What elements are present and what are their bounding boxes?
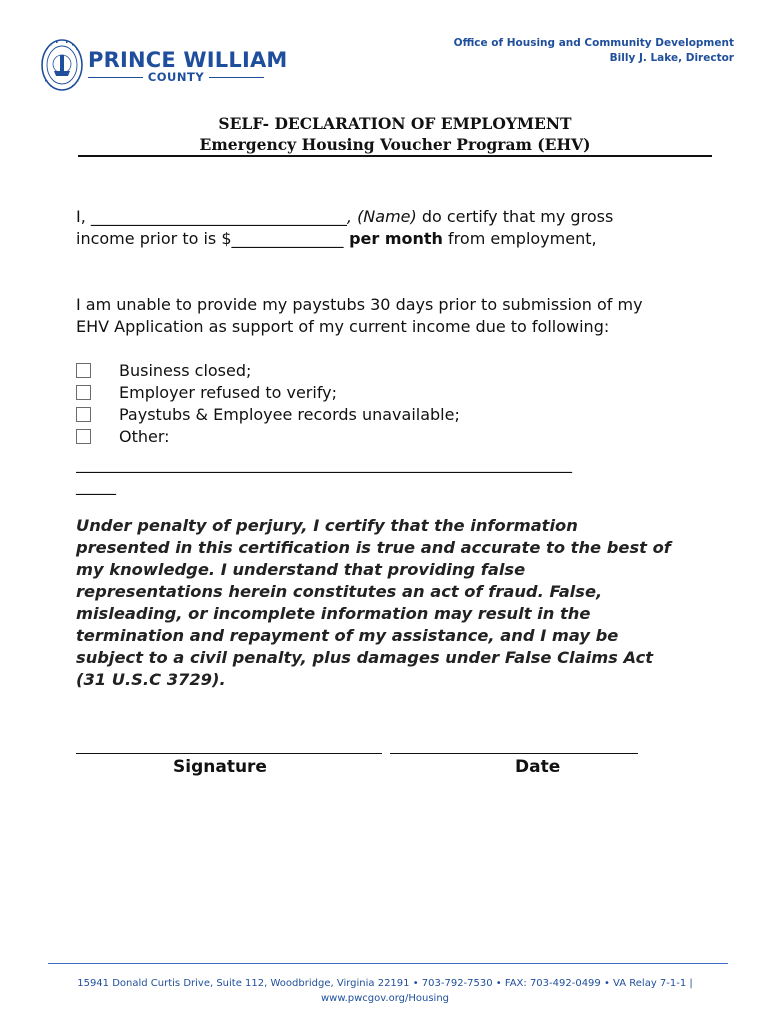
- per-month-label: per month: [343, 229, 443, 248]
- i-prefix: I,: [76, 207, 91, 226]
- director-name: Billy J. Lake, Director: [609, 52, 734, 64]
- from-employment-text: from employment,: [442, 229, 597, 248]
- signature-label: Signature: [173, 757, 267, 777]
- perjury-statement: Under penalty of perjury, I certify that the information presented in this certification is true and accurate to the best of my knowledge. I understand that providing false representations herein constitutes an act of fraud. False, misleading, or incomplete information may result in the termination and repayment of my assistance, and I may be subject to a civil penalty, plus damages under False Claims Act (31 U.S.C 3729).: [76, 516, 671, 689]
- footer-website[interactable]: www.pwcgov.org/Housing: [320, 993, 450, 1004]
- title-sub: Emergency Housing Voucher Program (EHV): [199, 135, 591, 154]
- date-line[interactable]: [390, 753, 638, 754]
- unable-paragraph: I am unable to provide my paystubs 30 days prior to submission of my EHV Application as support of my current income due to following:: [76, 295, 643, 336]
- name-label: , (Name): [346, 207, 417, 226]
- checkbox[interactable]: [76, 363, 91, 378]
- office-info: [454, 36, 734, 66]
- checkbox[interactable]: [76, 385, 91, 400]
- other-blank-line-2[interactable]: _____: [76, 476, 116, 495]
- certify-line-2: [76, 228, 696, 250]
- document-title: [78, 113, 712, 155]
- signature-line[interactable]: [76, 753, 382, 754]
- title-rule: [78, 155, 712, 157]
- county-seal-icon: [40, 38, 84, 92]
- checkbox[interactable]: [76, 407, 91, 422]
- county-logo: [40, 38, 288, 94]
- certify-line-1: [76, 206, 696, 228]
- certify-text: do certify that my gross: [416, 207, 614, 226]
- org-sub: COUNTY: [147, 70, 205, 84]
- org-name: PRINCE WILLIAM: [88, 48, 288, 72]
- checkbox[interactable]: [76, 429, 91, 444]
- name-blank-field[interactable]: ________________________________: [90, 207, 347, 226]
- org-sub-wrap: [88, 72, 264, 84]
- option-label: Business closed;: [119, 361, 252, 380]
- option-label: Paystubs & Employee records unavailable;: [119, 405, 460, 424]
- footer: [40, 976, 730, 1006]
- footer-address: 15941 Donald Curtis Drive, Suite 112, Woodbridge, Virginia 22191 • 703-792-7530 • FAX: 703-492-0499 • VA Relay 7-1-1 |: [77, 978, 693, 989]
- title-main: SELF- DECLARATION OF EMPLOYMENT: [218, 114, 572, 133]
- income-blank-field[interactable]: ______________: [231, 229, 344, 248]
- footer-rule: [48, 963, 728, 964]
- option-label: Other:: [119, 427, 170, 446]
- office-name: Office of Housing and Community Development: [453, 37, 734, 49]
- option-label: Employer refused to verify;: [119, 383, 338, 402]
- other-blank-line-1[interactable]: ______________________________________________________________: [76, 454, 572, 473]
- income-prefix: income prior to is $: [76, 229, 232, 248]
- date-label: Date: [515, 757, 561, 777]
- certify-paragraph: [76, 206, 696, 250]
